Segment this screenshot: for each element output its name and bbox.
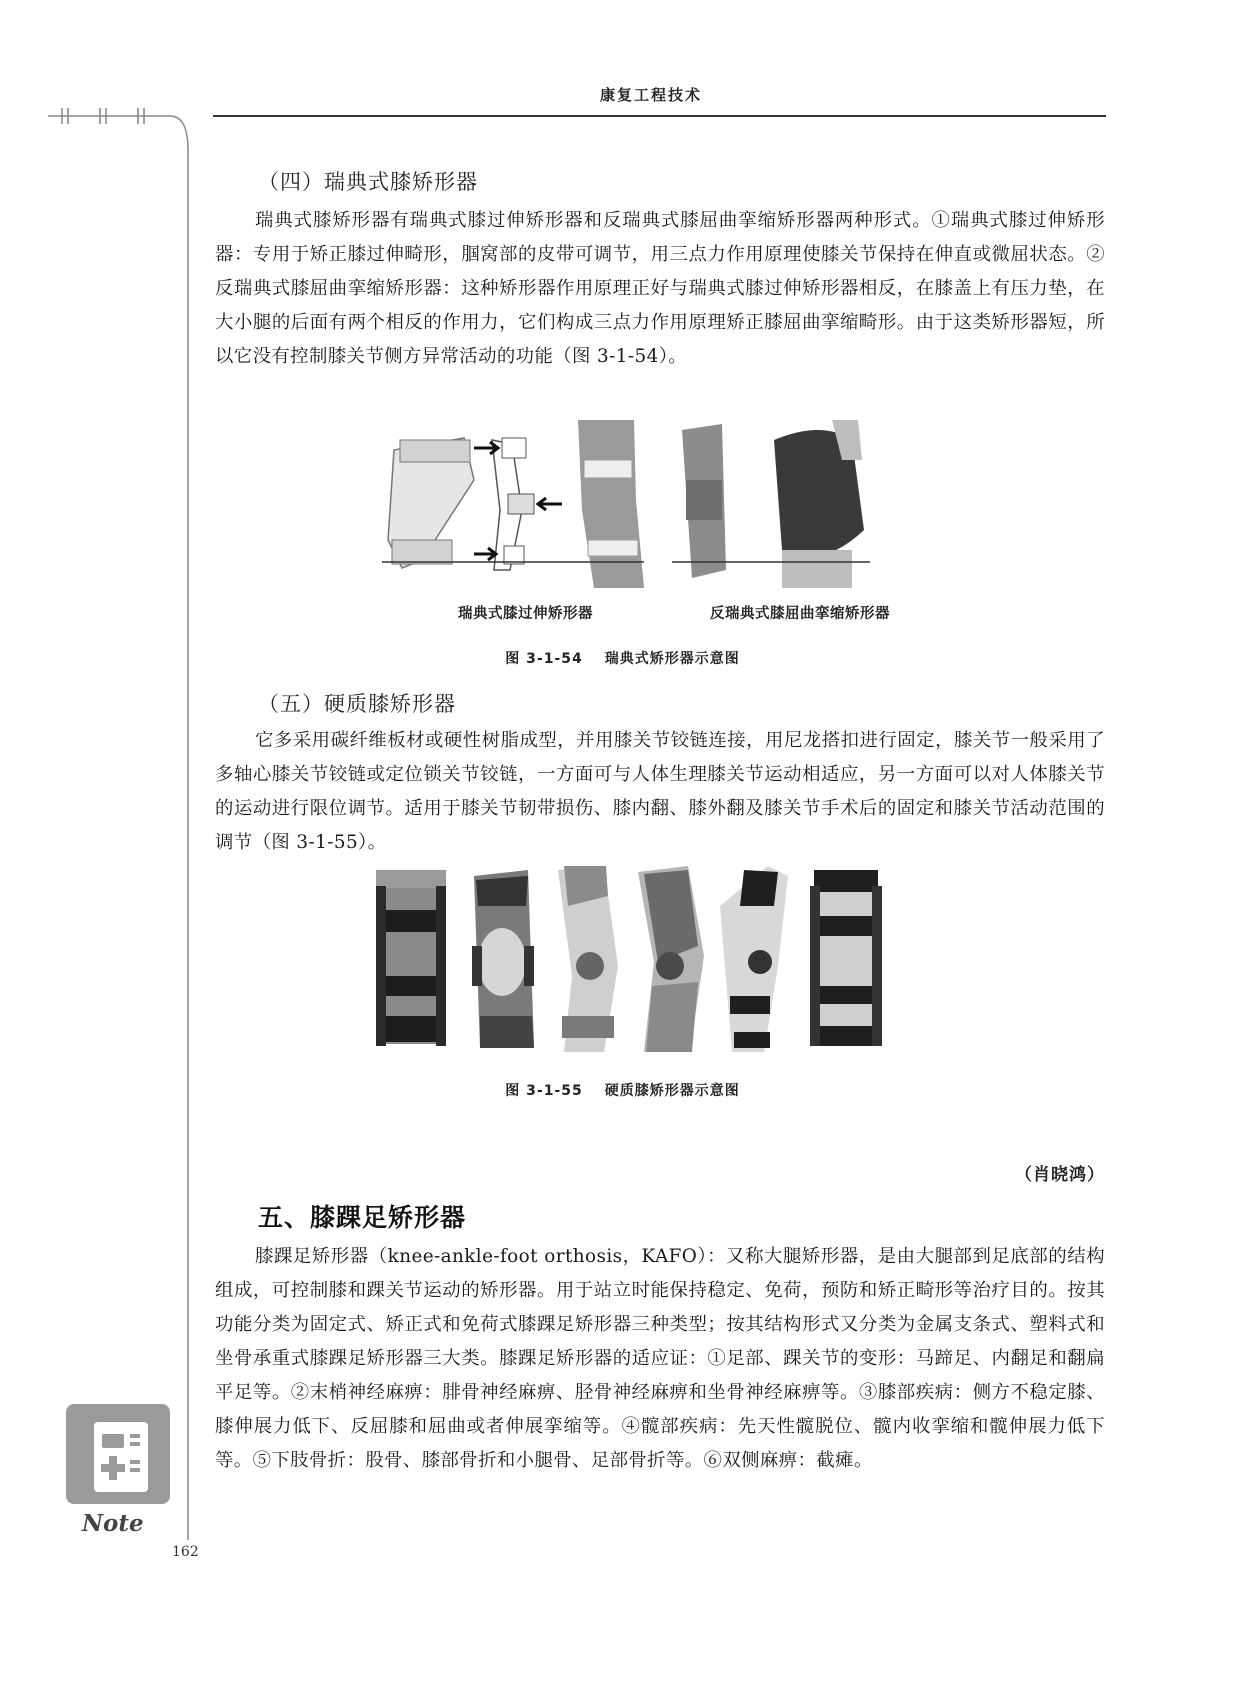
page-number: 162: [172, 1544, 199, 1560]
figure54-caption-number: 图 3-1-54: [505, 651, 583, 667]
figure55-caption-number: 图 3-1-55: [505, 1083, 583, 1099]
paragraph-swedish-knee: 瑞典式膝矫形器有瑞典式膝过伸矫形器和反瑞典式膝屈曲挛缩矫形器两种形式。①瑞典式膝过伸矫形器：专用于矫正膝过伸畸形，腘窝部的皮带可调节，用三点力作用原理使膝关节保持在伸直或微屈状态。②反瑞典式膝屈曲挛缩矫形器：这种矫形器作用原理正好与瑞典式膝过伸矫形器相反，在膝盖上有压力垫，在大小腿的后面有两个相反的作用力，它们构成三点力作用原理矫正膝屈曲挛缩畸形。由于这类矫形器短，所以它没有控制膝关节侧方异常活动的功能（图 3-1-54）。: [215, 210, 1105, 367]
header-rule: [213, 115, 1106, 117]
paragraph-kafo: 膝踝足矫形器（knee-ankle-foot orthosis，KAFO）：又称大腿矫形器，是由大腿部到足底部的结构组成，可控制膝和踝关节运动的矫形器。用于站立时能保持稳定、免荷，预防和矫正畸形等治疗目的。按其功能分类为固定式、矫正式和免荷式膝踝足矫形器三种类型；按其结构形式又分类为金属支条式、塑料式和坐骨承重式膝踝足矫形器三大类。膝踝足矫形器的适应证：①足部、踝关节的变形：马蹄足、内翻足和翻扁平足等。②末梢神经麻痹：腓骨神经麻痹、胫骨神经麻痹和坐骨神经麻痹等。③膝部疾病：侧方不稳定膝、膝伸展力低下、反屈膝和屈曲或者伸展挛缩等。④髋部疾病：先天性髋脱位、髋内收挛缩和髋伸展力低下等。⑤下肢骨折：股骨、膝部骨折和小腿骨、足部骨折等。⑥双侧麻痹：截瘫。: [215, 1246, 1105, 1471]
section-heading-rigid-knee: （五）硬质膝矫形器: [258, 692, 456, 716]
rigid-orthosis-6: [810, 870, 882, 1046]
figure55-caption-text: 硬质膝矫形器示意图: [604, 1083, 740, 1099]
rigid-knee-orthosis-photos: [368, 866, 948, 1052]
figure54-left-label: 瑞典式膝过伸矫形器: [458, 606, 593, 622]
paragraph-rigid-knee: 它多采用碳纤维板材或硬性树脂成型，并用膝关节铰链连接，用尼龙搭扣进行固定，膝关节一般采用了多轴心膝关节铰链或定位锁关节铰链，一方面可与人体生理膝关节运动相适应，另一方面可以对人体膝关节的运动进行限位调节。适用于膝关节韧带损伤、膝内翻、膝外翻及膝关节手术后的固定和膝关节活动范围的调节（图 3-1-55）。: [215, 730, 1105, 853]
note-label: Note: [82, 1510, 144, 1537]
chapter-heading-kafo: 五、膝踝足矫形器: [258, 1203, 467, 1232]
figure55-caption: [0, 1080, 1245, 1100]
note-icon: [60, 1400, 180, 1510]
section-heading-swedish-knee: （四）瑞典式膝矫形器: [258, 170, 478, 194]
running-header: 康复工程技术: [600, 86, 703, 104]
figure54-right-label: 反瑞典式膝屈曲挛缩矫形器: [710, 606, 890, 622]
author-credit: （肖晓鸿）: [1015, 1165, 1105, 1185]
rigid-orthosis-1: [376, 870, 446, 1046]
rigid-orthosis-2: [472, 870, 534, 1048]
figure54-caption-text: 瑞典式矫形器示意图: [604, 651, 740, 667]
swedish-orthosis-illustration: [382, 420, 922, 588]
figure54-caption: [0, 648, 1245, 668]
margin-decoration: [0, 100, 200, 1580]
